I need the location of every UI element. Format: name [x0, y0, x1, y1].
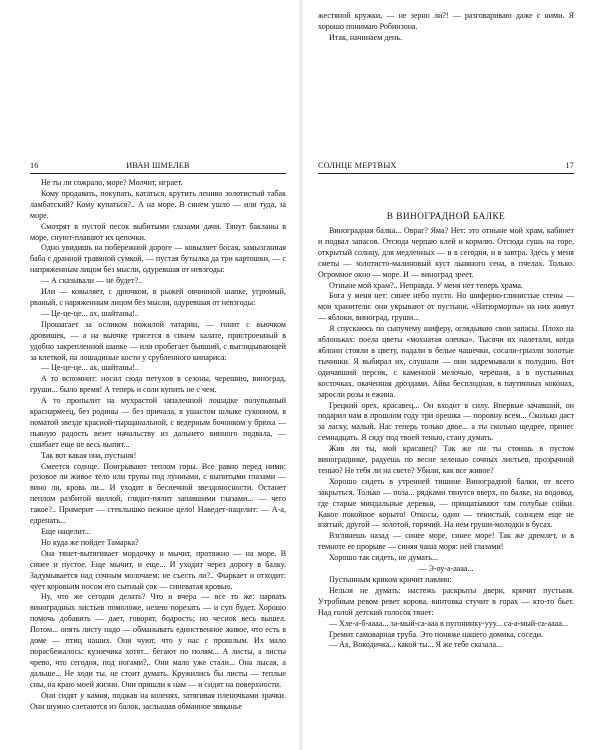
paragraph: жестяной кружки, — не зерно ли?! — разговариваю даже с ними. Я хорошо понимаю Робинзона.	[318, 11, 574, 31]
paragraph: Хорошо сидеть в утренней тишине Виноградной балки, от всего закрыться. Только — поза... рядками тянутся вверх, по балке, на водовод, где старые миндальные деревья, — прищатывают там голубые сойки. Какое покойное корыто! Откосы, один — тенистый, солнцем еще не взятый; другой — золотой, горячий. На нем груши-молодки в бусах.	[318, 476, 574, 530]
page-number: 17	[565, 161, 574, 170]
running-title: СОЛНЦЕ МЕРТВЫХ	[318, 161, 397, 170]
paragraph: Одно увидишь на побережной дороге — ковыляет босая, замызганная баба с дранной травяной сумкой, — пустая бутылка да три картошки, — с напряженным лицом без мысли, одуревшая от невзгоды:	[30, 243, 286, 275]
paragraph: Она тянет-вытягивает мордочку и мычит, протяжно — на море. В синее и пустое. Еще мычит, и еще... И уходит через дорогу в балку. Задумывается над сочным молочаем: не съесть ли?.. Фыркает и отходит: чует коровьим носом его сытный сок — синеватая кровью.	[30, 548, 286, 591]
body-text	[318, 226, 574, 651]
paragraph: Они сидят у камня, поджав на коленях, затягивая пленочками зрачки. Они шумно слетаются из балок, заслышав обманное звяканье	[30, 690, 286, 711]
paragraph: Итак, начинаем день.	[329, 32, 403, 42]
paragraph: А то пропылит на мухрастой запаленной лошадке полупьяный краснармеец, без родины — без причала, в ушастом шлыке суконном, в поматой звезде красной-тырщанальной, с ведерным бочонком у брюха — пьяную радость везет начальству из дальнего винного подвала, — сшибает еще не весь выпит...	[30, 396, 286, 449]
paragraph: Так вот какая она, пустыня!	[41, 450, 137, 460]
right-page	[300, 0, 600, 750]
paragraph: Бога у меня нет: синее небо пусто. Но шиферно-глинистые стены — мои хранители: они укрывают от пустыни. «Натюрморты» на них живут — яблоки, виноград, груши...	[318, 291, 574, 323]
paragraph: Смеется солнце. Поигрывают теплом горы. Все равно перед ними: розовое ли живое тело или трупы под лунными, с выпитыми глазами — вино ли, кровь ли... И уходит в беспечной звездоносности. Останет пеплом разбитой виллой, глядит-пялит запавшими глазами... — чего такое?.. Примерит — стеклышко нежное цело! Наведет-нацелит: — А-а, едренать...	[30, 461, 286, 526]
paragraph: Ну, что же сегодня делать? Что и вчера — все то же: нарвать виноградных листьев помоложе, нелею порезать — и суп будет. Хорошо помочь добавить — дает, говорят, бодрость; но чеснок весь вышел. Потом... опять листу надо — обманывать единственное живое, что есть в доме — птиц наших. Они чуют, что у нас с прошлым. Их мало порасбежалось: кузнечика хотят... бегают по полям... А листы, а листы чрево, что сегодня, под ногами?.. Они мало уже стали... Она лысая, а дальше... Не ходи ты, не стоит думать. Кружились бы листы — теплые сны, на краю моей жизни. Они пришли к нам — и сидят на поверхности.	[30, 592, 286, 689]
paragraph: Прошагает за осликом пожилой татарин, — гонит с вьючком дровишек, — а на вьючке трясется в синем халате, пристроенный в удобно закрепленной шапке — или пробегает бывший, с выглядывающей за клеткой, на лошадиные кости у срубленного кипариса:	[30, 319, 286, 362]
paragraph: Отныне мой храм?.. Неправда. У меня нет теперь храма.	[329, 280, 523, 290]
paragraph: Виноградная балка... Овраг? Яма? Нет: это отныне мой храм, кабинет и подвал запасов. Отсюда черпаю клей и кормлю. Отсюда сушь на горе, открытый солнцу, для медленных — и в сегодня, и в завтра. Здесь у меня сметы — золотисто-малиновый куст льняного сена, в пчелах. Только. Огромное окно — море. И — виноград зреет.	[318, 226, 574, 279]
paragraph: — А сказывали — не будет?..	[41, 276, 143, 286]
paragraph: Грецкий орех, красавец... Он входит в силу. Впервые зачавший, он подарил нам в прошлом году три орешка — поровну всем... Сколько даст за ласку, малый. Нас теперь только двое... а ты сколько щедрее, принес семнадцать. Я сяду под твоей тенью, стану думать.	[318, 400, 574, 443]
paragraph: Нельзя не думать: настежь раскрыты двери, кричит пустыня. Утробным ревом ревет корова, винтовка стучит в горах — кто-то бьет. Над голой детский голосок тянет:	[318, 585, 574, 617]
paragraph: Жив ли ты, мой красавец? Так же ли ты стоишь в пустом винограднике, радуешь по весне зеленью сочных листьев, прозрачной тенью? Не тебя ли на свете? Убили, как все живое?	[318, 444, 574, 475]
paragraph: Хорошо так сидеть, не думать...	[329, 553, 438, 563]
running-header	[30, 160, 286, 174]
paragraph: Я спускаюсь по сыпучему шиферу, оглядываю свои запасы. Плохо на яблоньках: поела цветы «мохнатая оленка». Тысячи их налетали, когда яблони стояли в цвету, падали в белые чашечки, сосали-грызли золотые тычинки. Я выбирал их, слушали — они задремывали к полудню. Вот одичавший персик, с каменной мелочью, черешня, а в пустынных косточках, окаченная дроздами. Айва бесплодная, в паутинных коконах, заросли розы и ежина.	[318, 324, 574, 399]
paragraph: — Ах, Вокодичка... какой ты... Я же тебе сказала...	[329, 640, 503, 650]
paragraph: Не ты ли сожрало, море? Молчит, играет.	[41, 178, 183, 187]
paragraph: — Э-оу-а-аааа...	[418, 564, 474, 574]
paragraph: Еще нацелит...	[41, 527, 91, 536]
body-text	[30, 178, 286, 712]
continued-text	[318, 11, 574, 44]
paragraph: А то вспомнит: носил сюда петухов в сезоны, черешню, виноград, груши... было время! А теперь и соли купить не с чем.	[30, 374, 286, 395]
paragraph: — Хле-а-б-аааа... за-мый-са-ааа в пугонинку-ууу... са-а-мый-са-аааа...	[329, 618, 568, 628]
paragraph: Гремит самоварная труба. Это поняже нашего домика, соседи.	[329, 629, 544, 639]
paragraph: Пустынным криком кричит павлин:	[329, 575, 452, 584]
paragraph: — Це-це-це... ах, шайтаны!..	[41, 308, 139, 318]
paragraph: Но куда же пойдет Тамарка?	[41, 537, 139, 547]
page-number: 16	[30, 161, 39, 170]
running-header	[318, 160, 574, 174]
paragraph: Или — ковыляет, с дрючком, в рыжей овчинной шапке, угрюмый, рваный, с наряженным лицом без мысли, одуревшая от невзгоды:	[30, 287, 286, 307]
chapter-title: В ВИНОГРАДНОЙ БАЛКЕ	[386, 212, 506, 222]
paragraph: Смотрят в пустой песок выбитыми глазами дачи. Тянут бакланы в море, снуют-плавают их цепочки.	[30, 221, 286, 242]
paragraph: Взглянешь назад — синее море, синее море! Так же дремлет, и в темноте ее прорыве — синяя чаша моря: ней глазами!	[318, 531, 574, 552]
running-title: ИВАН ШМЕЛЕВ	[126, 161, 190, 170]
paragraph: — Це-це-це... ах, шайтаны!..	[41, 363, 139, 373]
paragraph: Кому продавать, покупать, кататься, крутить лениво золотистый табак ламбатский? Кому купаться?.. А на море. В синем ушло — или туда, за море.	[30, 188, 286, 220]
